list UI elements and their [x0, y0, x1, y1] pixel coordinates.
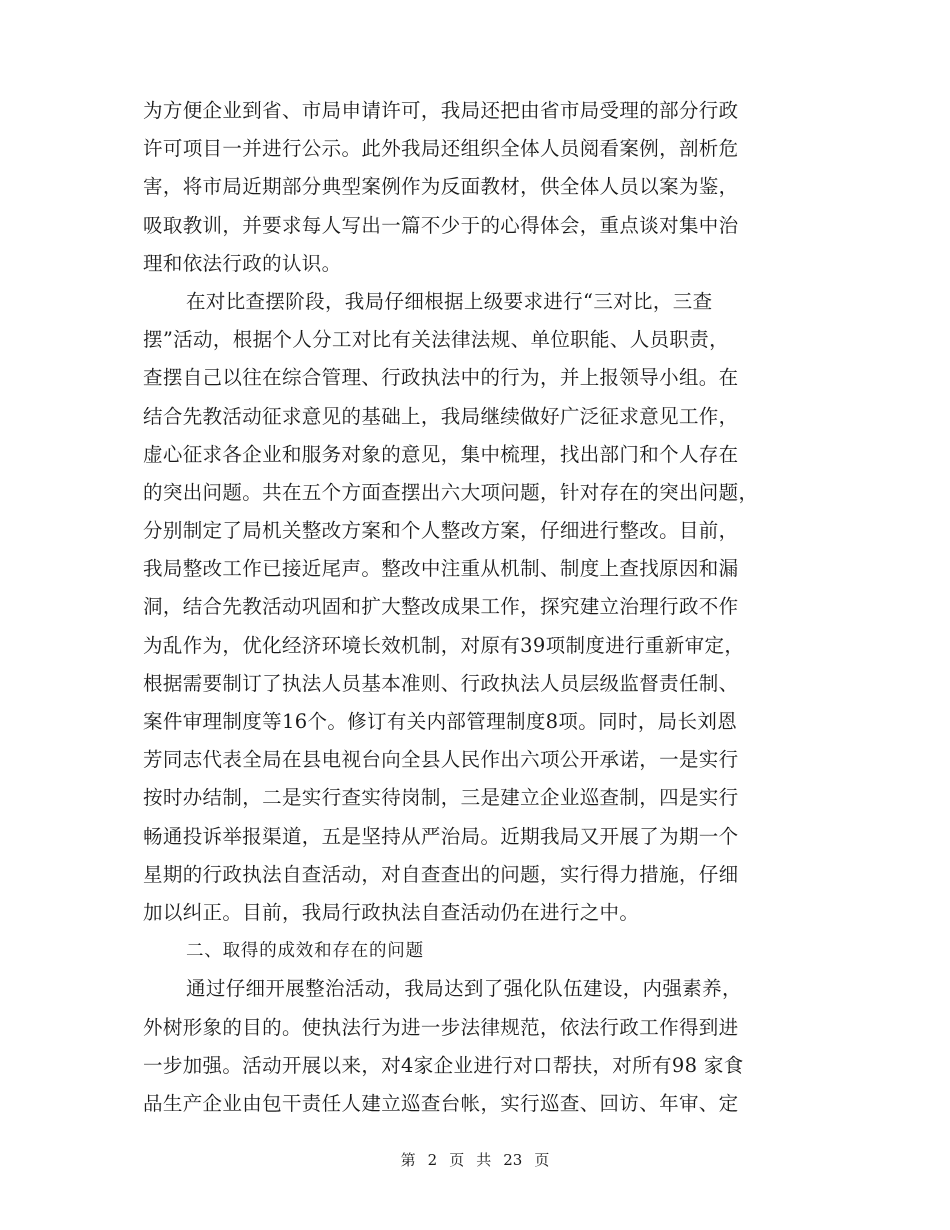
text-line: 品生产企业由包干责任人建立巡查台帐，实行巡查、回访、年审、定	[143, 1091, 739, 1115]
text-line: 芳同志代表全局在县电视台向全县人民作出六项公开承诺，一是实行	[143, 748, 739, 772]
text-line: 畅通投诉举报渠道，五是坚持从严治局。近期我局又开展了为期一个	[143, 824, 739, 848]
text-line: 根据需要制订了执法人员基本准则、行政执法人员层级监督责任制、	[143, 671, 739, 695]
text-line: 按时办结制，二是实行查实待岗制，三是建立企业巡查制，四是实行	[143, 786, 739, 810]
text-line: 分别制定了局机关整改方案和个人整改方案，仔细进行整改。目前，	[143, 519, 739, 543]
text-line: 吸取教训，并要求每人写出一篇不少于的心得体会，重点谈对集中治	[143, 213, 739, 237]
total-pages: 23	[503, 1151, 523, 1169]
page-footer	[0, 1150, 950, 1170]
total-label: 共	[476, 1151, 492, 1169]
text-line: 理和依法行政的认识。	[143, 251, 342, 275]
text-line: 洞，结合先教活动巩固和扩大整改成果工作，探究建立治理行政不作	[143, 595, 739, 619]
text-line: 虚心征求各企业和服务对象的意见，集中梳理，找出部门和个人存在	[143, 442, 739, 466]
text-line: 一步加强。活动开展以来，对4家企业进行对口帮扶，对所有98 家食	[143, 1053, 744, 1077]
page-label: 第	[400, 1151, 416, 1169]
text-line: 星期的行政执法自查活动，对自查查出的问题，实行得力措施，仔细	[143, 862, 739, 886]
text-line: 外树形象的目的。使执法行为进一步法律规范，依法行政工作得到进	[143, 1015, 739, 1039]
paragraph-start-line: 通过仔细开展整治活动，我局达到了强化队伍建设，内强素养，	[186, 977, 742, 1001]
text-line: 查摆自己以往在综合管理、行政执法中的行为，并上报领导小组。在	[143, 366, 739, 390]
section-heading: 二、取得的成效和存在的问题	[186, 941, 424, 962]
text-line: 的突出问题。共在五个方面查摆出六大项问题，针对存在的突出问题，	[143, 480, 759, 504]
text-line: 许可项目一并进行公示。此外我局还组织全体人员阅看案例，剖析危	[143, 137, 739, 161]
text-line: 我局整改工作已接近尾声。整改中注重从机制、制度上查找原因和漏	[143, 557, 739, 581]
text-line: 为方便企业到省、市局申请许可，我局还把由省市局受理的部分行政	[143, 99, 739, 122]
text-line: 为乱作为，优化经济环境长效机制，对原有39项制度进行重新审定，	[143, 633, 745, 657]
text-line: 加以纠正。目前，我局行政执法自查活动仍在进行之中。	[143, 900, 640, 924]
text-line: 害，将市局近期部分典型案例作为反面教材，供全体人员以案为鉴，	[143, 175, 739, 199]
text-line: 结合先教活动征求意见的基础上，我局继续做好广泛征求意见工作，	[143, 404, 739, 428]
page-number: 2	[427, 1151, 438, 1169]
paragraph-start-line: 在对比查摆阶段，我局仔细根据上级要求进行“三对比，三查	[186, 289, 713, 313]
total-unit: 页	[534, 1151, 550, 1169]
text-line: 摆”活动，根据个人分工对比有关法律法规、单位职能、人员职责，	[143, 328, 729, 352]
page-unit: 页	[449, 1151, 465, 1169]
text-line: 案件审理制度等16个。修订有关内部管理制度8项。同时，局长刘恩	[143, 710, 738, 733]
document-body	[143, 92, 803, 1123]
